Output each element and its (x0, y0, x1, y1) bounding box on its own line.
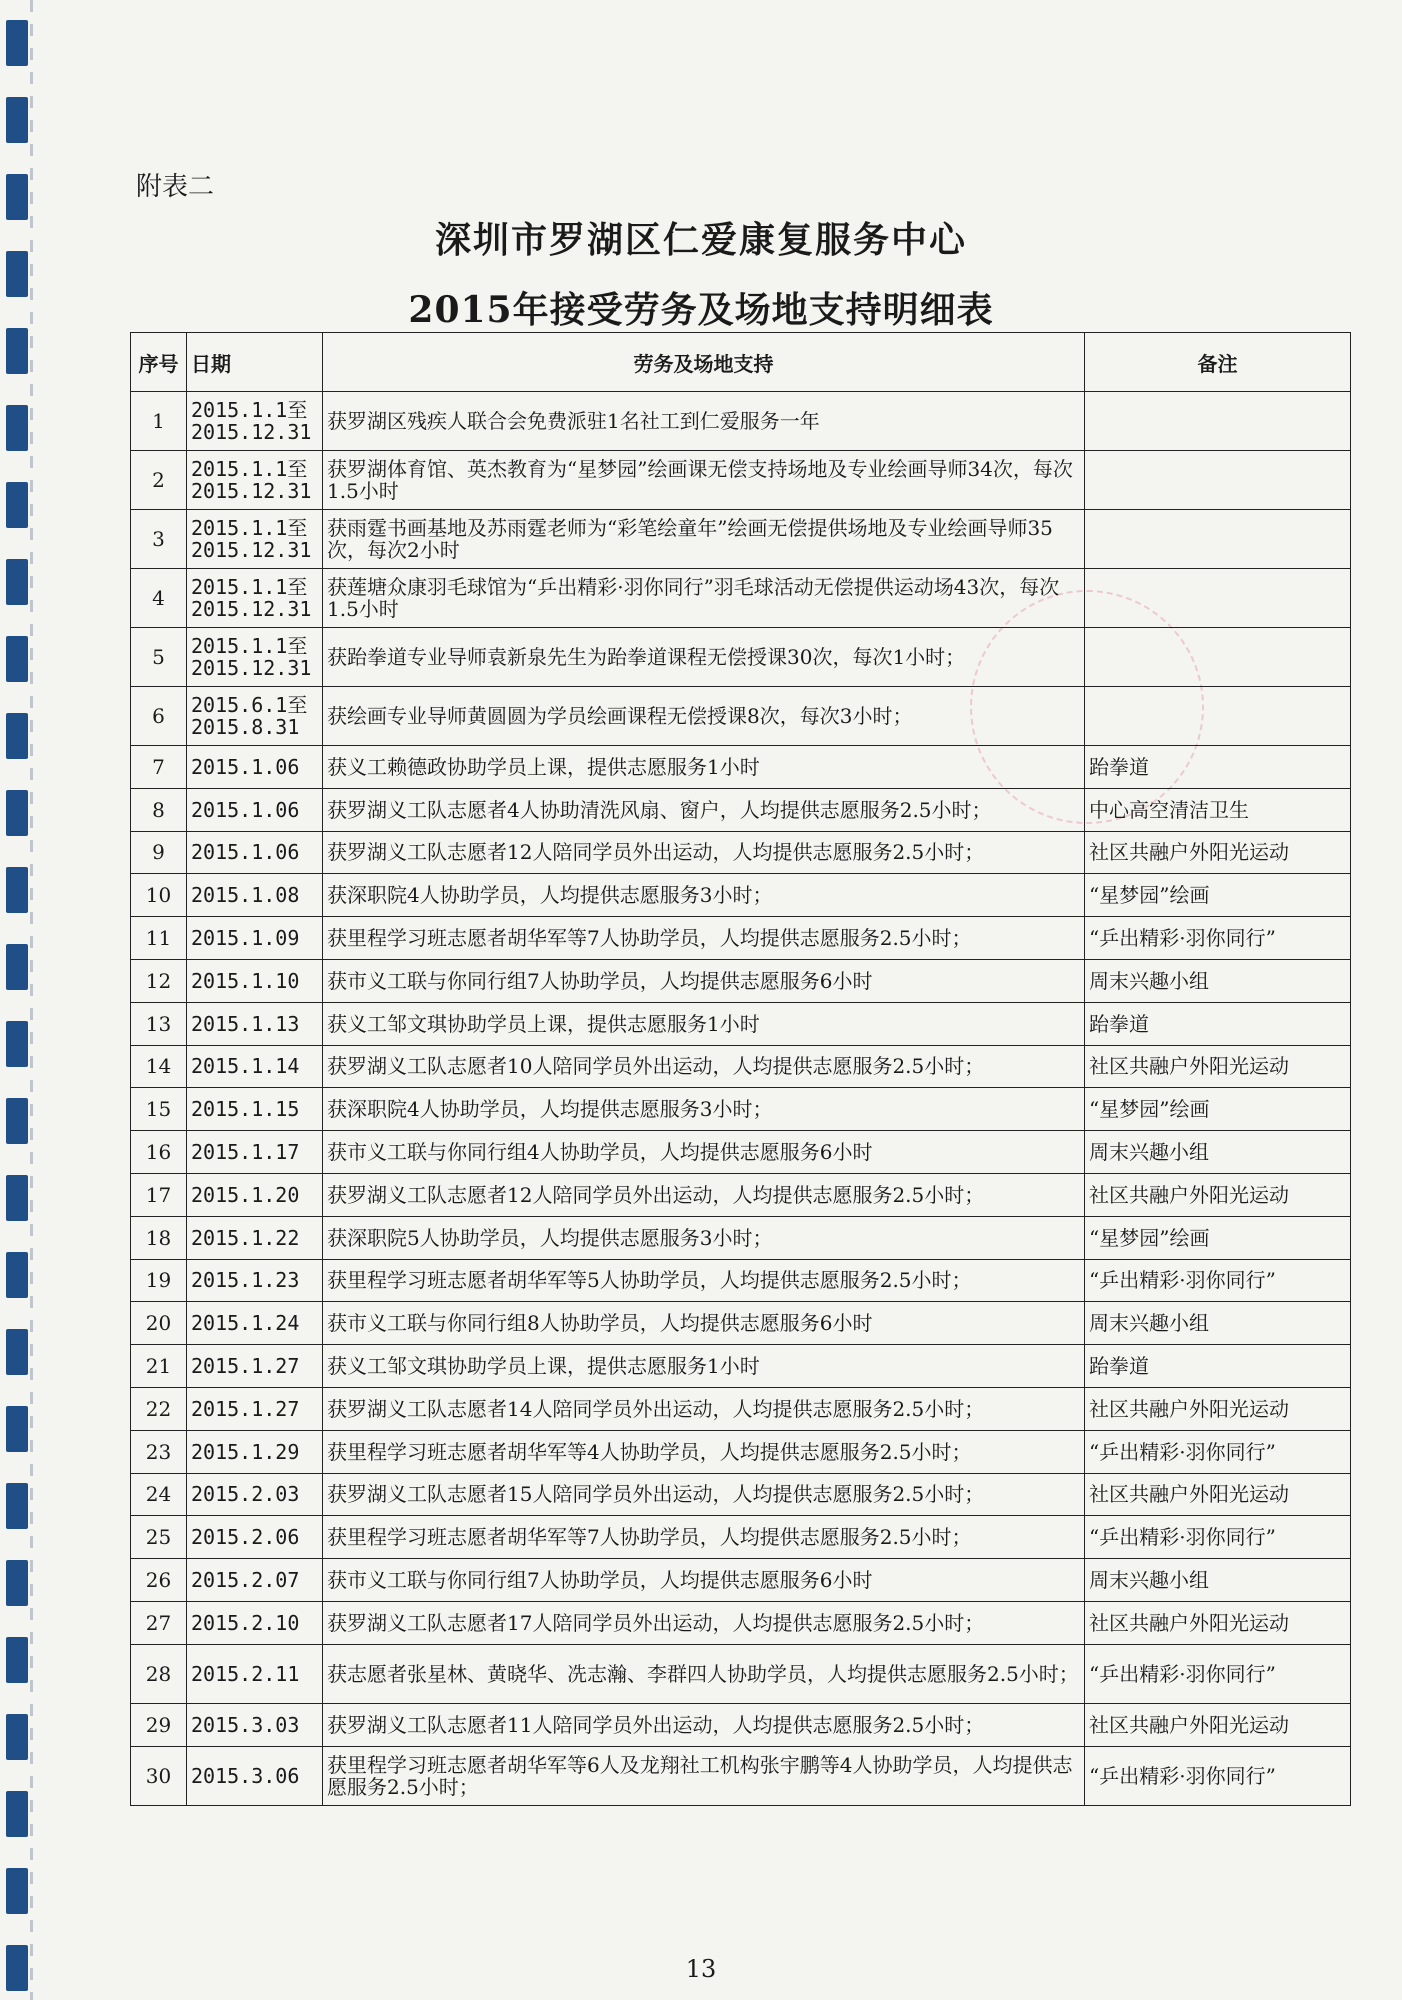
row-date: 2015.1.1至 2015.12.31 (187, 451, 323, 510)
row-seq: 23 (131, 1430, 187, 1473)
row-seq: 3 (131, 510, 187, 569)
row-support: 获市义工联与你同行组7人协助学员，人均提供志愿服务6小时 (323, 1559, 1085, 1602)
row-note: 社区共融户外阳光运动 (1085, 1387, 1351, 1430)
row-date: 2015.1.1至 2015.12.31 (187, 392, 323, 451)
binding-ring (6, 790, 28, 836)
binding-ring (6, 328, 28, 374)
row-support: 获义工赖德政协助学员上课，提供志愿服务1小时 (323, 746, 1085, 789)
row-seq: 25 (131, 1516, 187, 1559)
row-seq: 14 (131, 1045, 187, 1088)
row-date: 2015.2.07 (187, 1559, 323, 1602)
row-seq: 15 (131, 1088, 187, 1131)
header-note: 备注 (1085, 333, 1351, 392)
row-seq: 1 (131, 392, 187, 451)
row-date: 2015.6.1至 2015.8.31 (187, 687, 323, 746)
table-row (131, 1430, 1351, 1473)
table-row (131, 1259, 1351, 1302)
row-note: 中心高空清洁卫生 (1085, 788, 1351, 831)
binding-ring (6, 1791, 28, 1837)
binding-ring (6, 559, 28, 605)
row-note (1085, 392, 1351, 451)
row-date: 2015.1.14 (187, 1045, 323, 1088)
row-seq: 30 (131, 1746, 187, 1805)
row-note: 社区共融户外阳光运动 (1085, 1045, 1351, 1088)
row-note: “星梦园”绘画 (1085, 1088, 1351, 1131)
row-support: 获市义工联与你同行组7人协助学员，人均提供志愿服务6小时 (323, 959, 1085, 1002)
header-support: 劳务及场地支持 (323, 333, 1085, 392)
row-seq: 16 (131, 1131, 187, 1174)
support-detail-table (130, 332, 1351, 1806)
row-support: 获义工邹文琪协助学员上课，提供志愿服务1小时 (323, 1002, 1085, 1045)
row-date: 2015.1.08 (187, 874, 323, 917)
table-row (131, 1703, 1351, 1746)
binding-ring (6, 1637, 28, 1683)
row-support: 获罗湖义工队志愿者12人陪同学员外出运动，人均提供志愿服务2.5小时； (323, 831, 1085, 874)
row-date: 2015.1.27 (187, 1387, 323, 1430)
table-body (131, 392, 1351, 1806)
annex-label: 附表二 (136, 172, 215, 202)
row-support: 获深职院4人协助学员，人均提供志愿服务3小时； (323, 874, 1085, 917)
row-date: 2015.1.1至 2015.12.31 (187, 569, 323, 628)
row-support: 获跆拳道专业导师袁新泉先生为跆拳道课程无偿授课30次，每次1小时； (323, 628, 1085, 687)
row-note: 社区共融户外阳光运动 (1085, 1173, 1351, 1216)
row-note: “乒出精彩·羽你同行” (1085, 917, 1351, 960)
row-date: 2015.1.15 (187, 1088, 323, 1131)
row-support: 获里程学习班志愿者胡华军等7人协助学员，人均提供志愿服务2.5小时； (323, 1516, 1085, 1559)
page-number: 13 (685, 1955, 717, 1983)
row-support: 获罗湖义工队志愿者11人陪同学员外出运动，人均提供志愿服务2.5小时； (323, 1703, 1085, 1746)
table-row (131, 1173, 1351, 1216)
row-date: 2015.1.09 (187, 917, 323, 960)
row-support: 获雨霆书画基地及苏雨霆老师为“彩笔绘童年”绘画无偿提供场地及专业绘画导师35次，每次2小时 (323, 510, 1085, 569)
table-row (131, 392, 1351, 451)
row-support: 获罗湖义工队志愿者17人陪同学员外出运动，人均提供志愿服务2.5小时； (323, 1601, 1085, 1644)
row-date: 2015.1.13 (187, 1002, 323, 1045)
row-note: 社区共融户外阳光运动 (1085, 831, 1351, 874)
row-seq: 2 (131, 451, 187, 510)
row-note (1085, 510, 1351, 569)
row-date: 2015.3.06 (187, 1746, 323, 1805)
row-support: 获市义工联与你同行组4人协助学员，人均提供志愿服务6小时 (323, 1131, 1085, 1174)
row-date: 2015.1.24 (187, 1302, 323, 1345)
table-header-row (131, 333, 1351, 392)
row-seq: 13 (131, 1002, 187, 1045)
row-support: 获里程学习班志愿者胡华军等6人及龙翔社工机构张宇鹏等4人协助学员，人均提供志愿服务2.5小时； (323, 1746, 1085, 1805)
row-note: “乒出精彩·羽你同行” (1085, 1430, 1351, 1473)
table-row (131, 1473, 1351, 1516)
row-seq: 6 (131, 687, 187, 746)
row-note: 跆拳道 (1085, 1002, 1351, 1045)
row-note: 社区共融户外阳光运动 (1085, 1601, 1351, 1644)
table-row (131, 1302, 1351, 1345)
row-date: 2015.1.29 (187, 1430, 323, 1473)
row-seq: 10 (131, 874, 187, 917)
row-note: 周末兴趣小组 (1085, 1131, 1351, 1174)
table-row (131, 746, 1351, 789)
table-row (131, 1644, 1351, 1703)
table-row (131, 687, 1351, 746)
row-date: 2015.1.22 (187, 1216, 323, 1259)
table-row (131, 959, 1351, 1002)
row-note: 社区共融户外阳光运动 (1085, 1473, 1351, 1516)
row-note: 社区共融户外阳光运动 (1085, 1703, 1351, 1746)
binding-ring (6, 713, 28, 759)
row-note: “乒出精彩·羽你同行” (1085, 1644, 1351, 1703)
table-row (131, 1601, 1351, 1644)
row-seq: 29 (131, 1703, 187, 1746)
table-row (131, 1516, 1351, 1559)
row-support: 获里程学习班志愿者胡华军等7人协助学员，人均提供志愿服务2.5小时； (323, 917, 1085, 960)
header-seq: 序号 (131, 333, 187, 392)
table-row (131, 1088, 1351, 1131)
row-support: 获罗湖体育馆、英杰教育为“星梦园”绘画课无偿支持场地及专业绘画导师34次，每次1.5小时 (323, 451, 1085, 510)
row-support: 获罗湖义工队志愿者15人陪同学员外出运动，人均提供志愿服务2.5小时； (323, 1473, 1085, 1516)
row-date: 2015.2.11 (187, 1644, 323, 1703)
row-support: 获罗湖义工队志愿者4人协助清洗风扇、窗户，人均提供志愿服务2.5小时； (323, 788, 1085, 831)
row-support: 获莲塘众康羽毛球馆为“乒出精彩·羽你同行”羽毛球活动无偿提供运动场43次，每次1.5小时 (323, 569, 1085, 628)
row-date: 2015.1.27 (187, 1345, 323, 1388)
row-seq: 17 (131, 1173, 187, 1216)
row-date: 2015.2.06 (187, 1516, 323, 1559)
table-row (131, 788, 1351, 831)
row-seq: 24 (131, 1473, 187, 1516)
binding-ring (6, 97, 28, 143)
row-date: 2015.2.10 (187, 1601, 323, 1644)
row-date: 2015.2.03 (187, 1473, 323, 1516)
row-support: 获志愿者张星林、黄晓华、冼志瀚、李群四人协助学员，人均提供志愿服务2.5小时； (323, 1644, 1085, 1703)
row-support: 获义工邹文琪协助学员上课，提供志愿服务1小时 (323, 1345, 1085, 1388)
row-date: 2015.1.23 (187, 1259, 323, 1302)
binding-ring (6, 867, 28, 913)
table-row (131, 1045, 1351, 1088)
table-row (131, 831, 1351, 874)
table-row (131, 1559, 1351, 1602)
binding-ring (6, 20, 28, 66)
table-row (131, 510, 1351, 569)
binding-ring (6, 1560, 28, 1606)
binding-ring (6, 1021, 28, 1067)
table-row (131, 1216, 1351, 1259)
binding-ring (6, 1714, 28, 1760)
row-note: 周末兴趣小组 (1085, 1559, 1351, 1602)
row-date: 2015.1.06 (187, 788, 323, 831)
binding-ring (6, 1406, 28, 1452)
row-support: 获里程学习班志愿者胡华军等4人协助学员，人均提供志愿服务2.5小时； (323, 1430, 1085, 1473)
binding-ring (6, 1868, 28, 1914)
table-row (131, 1002, 1351, 1045)
row-note (1085, 628, 1351, 687)
row-note (1085, 569, 1351, 628)
row-support: 获绘画专业导师黄圆圆为学员绘画课程无偿授课8次，每次3小时； (323, 687, 1085, 746)
row-date: 2015.3.03 (187, 1703, 323, 1746)
binding-ring (6, 636, 28, 682)
row-date: 2015.1.17 (187, 1131, 323, 1174)
table-row (131, 451, 1351, 510)
table-row (131, 1387, 1351, 1430)
table-row (131, 874, 1351, 917)
row-date: 2015.1.06 (187, 831, 323, 874)
row-seq: 20 (131, 1302, 187, 1345)
row-seq: 28 (131, 1644, 187, 1703)
row-note (1085, 451, 1351, 510)
row-seq: 7 (131, 746, 187, 789)
table-row (131, 917, 1351, 960)
row-note: 跆拳道 (1085, 1345, 1351, 1388)
binding-ring (6, 944, 28, 990)
row-note: 周末兴趣小组 (1085, 1302, 1351, 1345)
header-date: 日期 (187, 333, 323, 392)
table-row (131, 1345, 1351, 1388)
row-seq: 9 (131, 831, 187, 874)
binding-ring (6, 1175, 28, 1221)
row-seq: 27 (131, 1601, 187, 1644)
row-support: 获罗湖义工队志愿者12人陪同学员外出运动，人均提供志愿服务2.5小时； (323, 1173, 1085, 1216)
row-note (1085, 687, 1351, 746)
row-seq: 21 (131, 1345, 187, 1388)
row-support: 获罗湖义工队志愿者10人陪同学员外出运动，人均提供志愿服务2.5小时； (323, 1045, 1085, 1088)
binding-ring (6, 405, 28, 451)
table-row (131, 1131, 1351, 1174)
row-seq: 8 (131, 788, 187, 831)
binding-ring (6, 1098, 28, 1144)
row-support: 获深职院5人协助学员，人均提供志愿服务3小时； (323, 1216, 1085, 1259)
binding-ring (6, 1483, 28, 1529)
row-note: 周末兴趣小组 (1085, 959, 1351, 1002)
document-title-line1: 深圳市罗湖区仁爱康复服务中心 (434, 219, 967, 261)
row-seq: 12 (131, 959, 187, 1002)
table-row (131, 628, 1351, 687)
row-note: “乒出精彩·羽你同行” (1085, 1746, 1351, 1805)
row-seq: 22 (131, 1387, 187, 1430)
row-date: 2015.1.1至 2015.12.31 (187, 510, 323, 569)
row-support: 获深职院4人协助学员，人均提供志愿服务3小时； (323, 1088, 1085, 1131)
row-support: 获里程学习班志愿者胡华军等5人协助学员，人均提供志愿服务2.5小时； (323, 1259, 1085, 1302)
row-date: 2015.1.20 (187, 1173, 323, 1216)
row-support: 获市义工联与你同行组8人协助学员，人均提供志愿服务6小时 (323, 1302, 1085, 1345)
row-seq: 11 (131, 917, 187, 960)
table-row (131, 1746, 1351, 1805)
binding-ring (6, 1252, 28, 1298)
row-support: 获罗湖义工队志愿者14人陪同学员外出运动，人均提供志愿服务2.5小时； (323, 1387, 1085, 1430)
row-note: 跆拳道 (1085, 746, 1351, 789)
row-seq: 5 (131, 628, 187, 687)
row-note: “乒出精彩·羽你同行” (1085, 1516, 1351, 1559)
row-date: 2015.1.10 (187, 959, 323, 1002)
row-seq: 18 (131, 1216, 187, 1259)
row-seq: 4 (131, 569, 187, 628)
row-note: “乒出精彩·羽你同行” (1085, 1259, 1351, 1302)
binding-ring (6, 1329, 28, 1375)
row-note: “星梦园”绘画 (1085, 874, 1351, 917)
row-support: 获罗湖区残疾人联合会免费派驻1名社工到仁爱服务一年 (323, 392, 1085, 451)
row-seq: 19 (131, 1259, 187, 1302)
row-date: 2015.1.06 (187, 746, 323, 789)
row-note: “星梦园”绘画 (1085, 1216, 1351, 1259)
binding-ring (6, 482, 28, 528)
row-seq: 26 (131, 1559, 187, 1602)
row-date: 2015.1.1至 2015.12.31 (187, 628, 323, 687)
document-title-line2: 2015年接受劳务及场地支持明细表 (408, 289, 994, 331)
table-row (131, 569, 1351, 628)
